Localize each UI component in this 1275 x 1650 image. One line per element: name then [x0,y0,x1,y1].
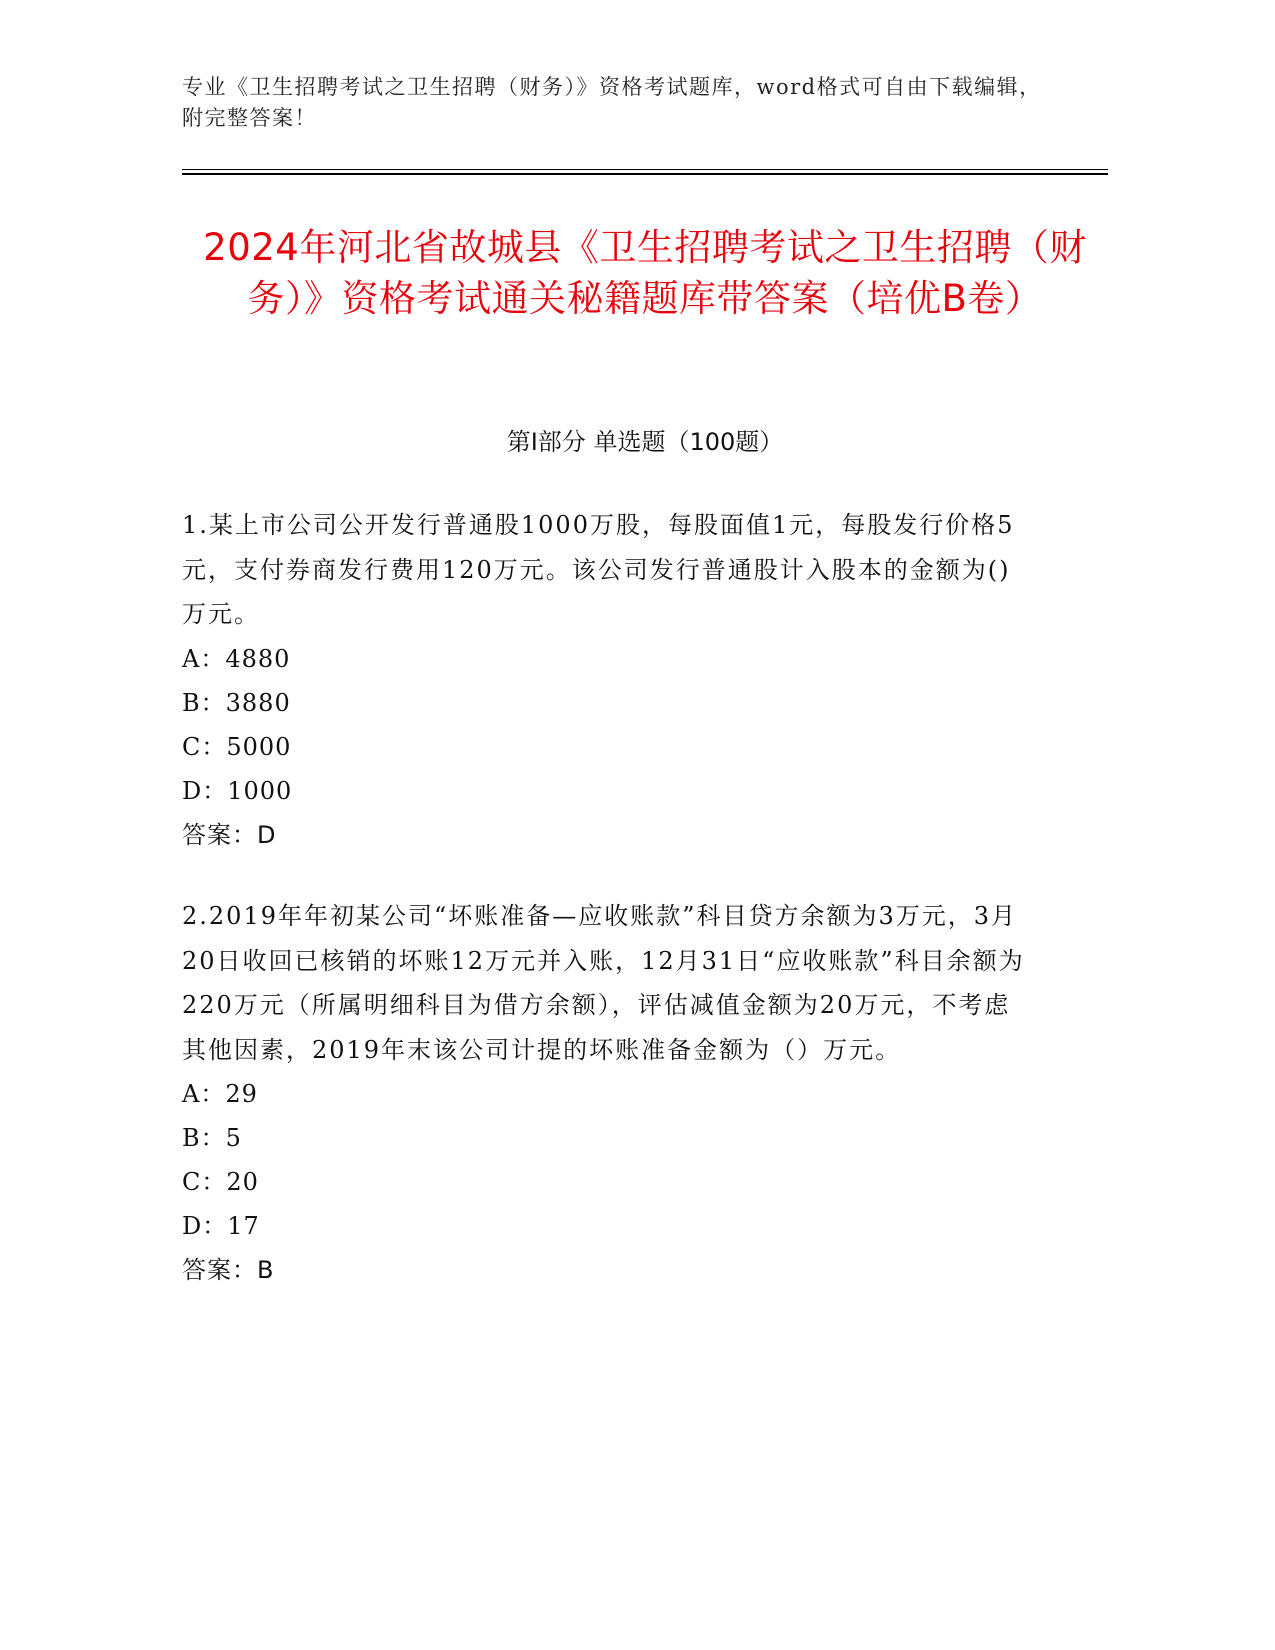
option-c: C：20 [182,1168,259,1196]
option-c: C：5000 [182,732,292,761]
section-title: 第Ⅰ部分 单选题（100题） [506,428,784,456]
document-title: 2024年河北省故城县《卫生招聘考试之卫生招聘（财务）》资格考试通关秘籍题库带答案（培优B卷） [203,226,1087,320]
option-b: B：3880 [182,688,291,717]
option-a: A：4880 [182,644,291,673]
question-1 [182,503,1032,857]
option-d: D：1000 [182,776,293,805]
option-b: B：5 [182,1124,242,1152]
question-2 [182,894,1032,1292]
option-d: D：17 [182,1212,260,1240]
header-divider-thick [182,173,1108,175]
option-a: A：29 [182,1080,258,1108]
answer: 答案：D [182,820,277,849]
header-note: 专业《卫生招聘考试之卫生招聘（财务）》资格考试题库，word格式可自由下载编辑，附完整答案！ [182,75,1042,130]
answer: 答案：B [182,1256,275,1284]
question-stem: 1.某上市公司公开发行普通股1000万股，每股面值1元，每股发行价格5元，支付券商发行费用120万元。该公司发行普通股计入股本的金额为()万元。 [182,511,1015,628]
question-stem: 2.2019年年初某公司“坏账准备—应收账款”科目贷方余额为3万元，3月20日收回已核销的坏账12万元并入账，12月31日“应收账款”科目余额为220万元（所属明细科目为借方余额），评估减值金额为20万元，不考虑其他因素，2019年末该公司计提的坏账准备金额为（）万元。 [182,902,1025,1064]
header-divider-thin [182,169,1108,170]
